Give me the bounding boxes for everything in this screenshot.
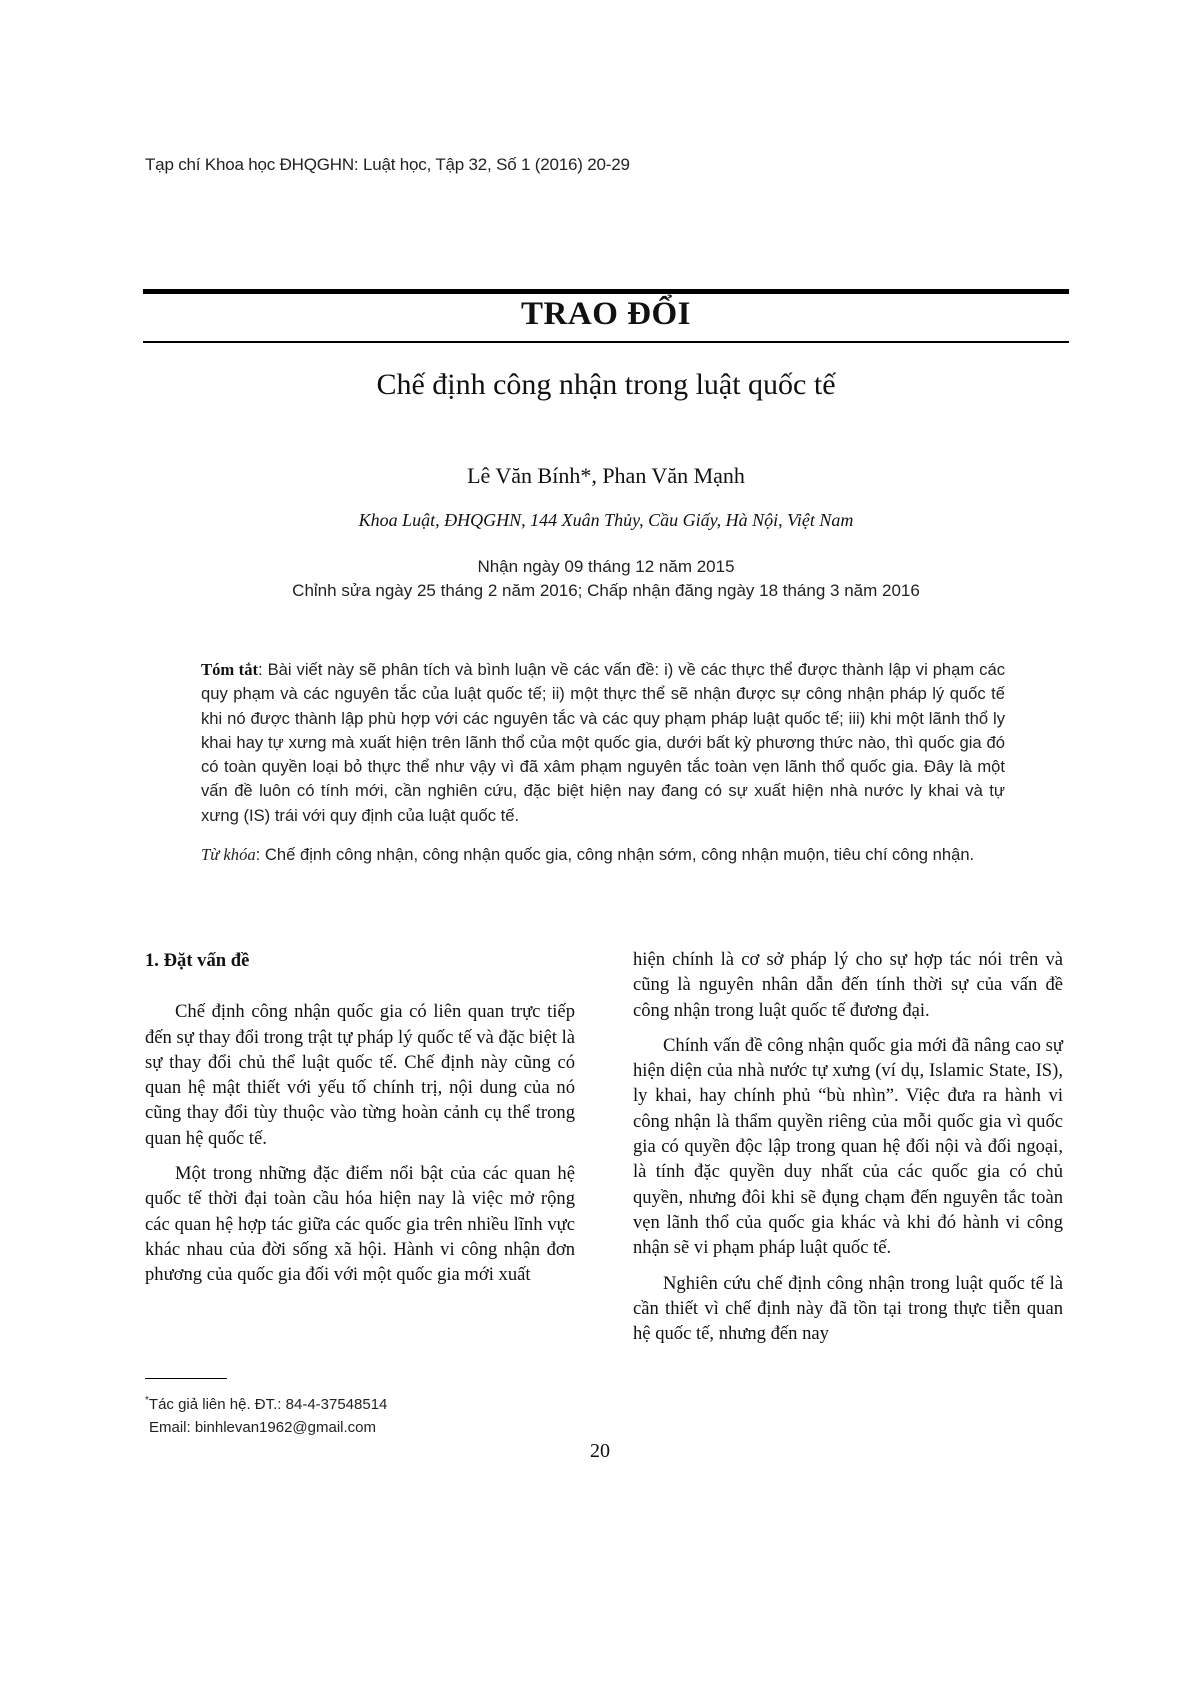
right-column [633, 947, 1063, 1356]
footnote-contact-text: Tác giả liên hệ. ĐT.: 84-4-37548514 [148, 1396, 388, 1413]
keywords-label: Từ khóa [201, 845, 256, 864]
footnote-email: Email: binhlevan1962@gmail.com [149, 1419, 377, 1436]
revised-accepted-date: Chỉnh sửa ngày 25 tháng 2 năm 2016; Chấp nhận đăng ngày 18 tháng 3 năm 2016 [292, 581, 920, 600]
footnote-contact [145, 1389, 387, 1416]
body-paragraph: Chế định công nhận quốc gia có liên quan trực tiếp đến sự thay đổi trong trật tự pháp lý quốc tế và đặc biệt là sự thay đổi chủ thể luật quốc tế. Chế định này cũng có quan hệ mật thiết với yếu tố chính trị, nội dung của nó cũng thay đổi tùy thuộc vào từng hoàn cảnh cụ thể trong quan hệ quốc tế. [145, 1001, 575, 1149]
left-column [145, 948, 575, 1298]
top-rule [143, 289, 1069, 294]
affiliation: Khoa Luật, ĐHQGHN, 144 Xuân Thủy, Cầu Giấy, Hà Nội, Việt Nam [358, 510, 854, 530]
footnote [145, 1389, 387, 1439]
received-date: Nhận ngày 09 tháng 12 năm 2015 [477, 557, 735, 576]
journal-citation: Tạp chí Khoa học ĐHQGHN: Luật học, Tập 32, Số 1 (2016) 20-29 [145, 155, 630, 174]
body-paragraph: Chính vấn đề công nhận quốc gia mới đã nâng cao sự hiện diện của nhà nước tự xưng (ví dụ, Islamic State, IS), ly khai, hay chính phủ “bù nhìn”. Việc đưa ra hành vi công nhận là thẩm quyền riêng của mỗi quốc gia vì quốc gia có quyền độc lập trong quan hệ đối nội và đối ngoại, là tính đặc quyền duy nhất của các quốc gia có chủ quyền, nhưng đôi khi sẽ đụng chạm đến nguyên tắc toàn vẹn lãnh thổ của quốc gia khác và khi đó hành vi công nhận sẽ vi phạm pháp luật quốc tế. [633, 1034, 1063, 1259]
page-number: 20 [590, 1440, 610, 1462]
body-paragraph: Một trong những đặc điểm nổi bật của các quan hệ quốc tế thời đại toàn cầu hóa hiện nay là việc mở rộng các quan hệ hợp tác giữa các quốc gia trên nhiều lĩnh vực khác nhau của đời sống xã hội. Hành vi công nhận đơn phương của quốc gia đối với một quốc gia mới xuất [145, 1163, 575, 1286]
bottom-rule [143, 341, 1069, 343]
authors: Lê Văn Bính*, Phan Văn Mạnh [467, 463, 745, 488]
footnote-marker: * [145, 1395, 149, 1406]
abstract-label: Tóm tắt [201, 660, 259, 679]
body-paragraph: Nghiên cứu chế định công nhận trong luật quốc tế là cần thiết vì chế định này đã tồn tại trong thực tiễn quan hệ quốc tế, nhưng đến nay [633, 1272, 1063, 1345]
section-heading: TRAO ĐỔI [521, 296, 691, 332]
footnote-rule [145, 1378, 227, 1379]
article-title: Chế định công nhận trong luật quốc tế [376, 368, 836, 401]
section-1-heading: 1. Đặt vấn đề [145, 950, 250, 971]
body-paragraph: hiện chính là cơ sở pháp lý cho sự hợp tác nói trên và cũng là nguyên nhân dẫn đến tính thời sự của vấn đề công nhận trong luật quốc tế đương đại. [633, 949, 1063, 1021]
abstract [201, 658, 1005, 828]
keywords [201, 843, 1005, 867]
keywords-text: : Chế định công nhận, công nhận quốc gia, công nhận sớm, công nhận muộn, tiêu chí công nhận. [255, 845, 975, 864]
abstract-text: : Bài viết này sẽ phân tích và bình luận về các vấn đề: i) về các thực thể được thành lập vi phạm các quy phạm và các nguyên tắc của luật quốc tế; ii) một thực thể sẽ nhận được sự công nhận pháp lý quốc tế khi nó được thành lập phù hợp với các nguyên tắc và các quy phạm pháp luật quốc tế; iii) khi một lãnh thổ ly khai hay tự xưng mà xuất hiện trên lãnh thổ của một quốc gia, dưới bất kỳ phương thức nào, thì quốc gia đó có toàn quyền loại bỏ thực thể như vậy vì đã xâm phạm nguyên tắc toàn vẹn lãnh thổ quốc gia. Đây là một vấn đề luôn có tính mới, cần nghiên cứu, đặc biệt hiện nay đang có sự xuất hiện nhà nước ly khai và tự xưng (IS) trái với quy định của luật quốc tế. [201, 660, 1005, 825]
